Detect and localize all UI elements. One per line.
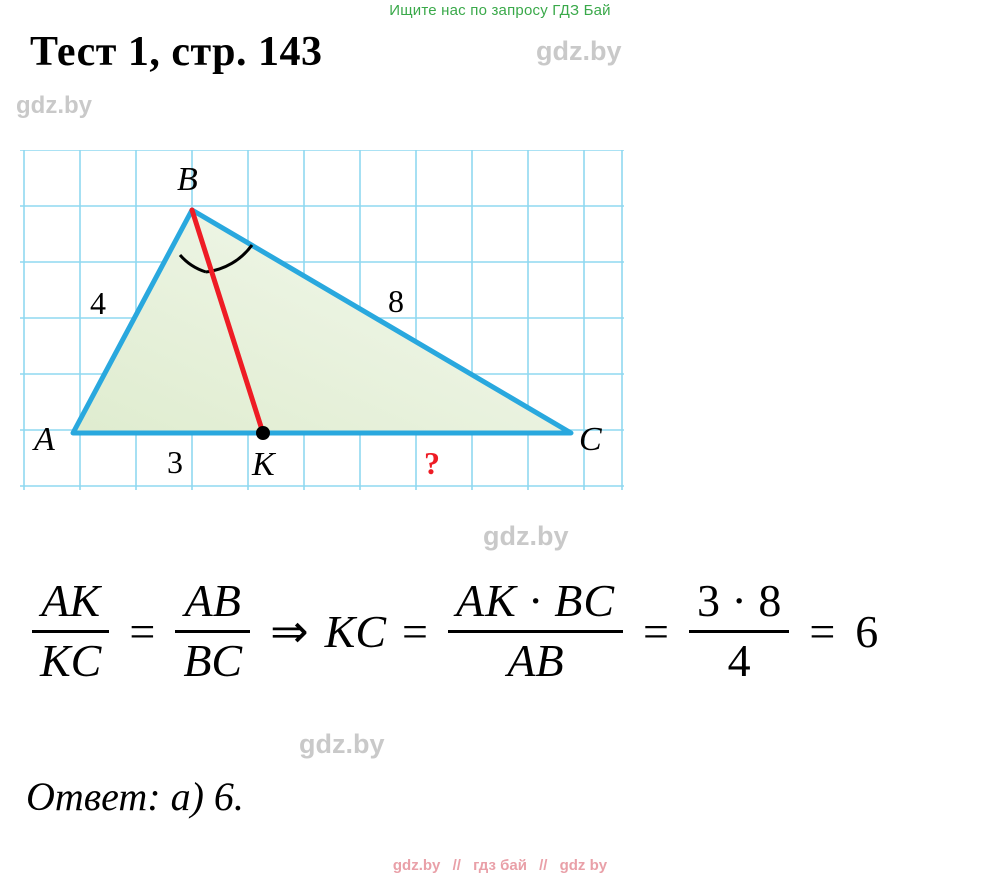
equals-sign: = bbox=[402, 605, 428, 657]
page-title: Тест 1, стр. 143 bbox=[30, 29, 323, 75]
equals-sign: = bbox=[643, 605, 669, 657]
bottom-promo-part: gdz.by bbox=[392, 857, 441, 874]
vertex-label-k: K bbox=[252, 446, 275, 483]
fraction-denominator: KC bbox=[32, 630, 109, 685]
bottom-promo-part: гдз бай bbox=[473, 857, 527, 874]
side-label-ab: 4 bbox=[90, 285, 106, 321]
side-label-bc: 8 bbox=[388, 283, 404, 319]
fraction-akbc-ab bbox=[448, 577, 623, 685]
vertex-label-a: A bbox=[34, 421, 55, 458]
answer-line: Ответ: а) 6. bbox=[26, 774, 244, 819]
fraction-numerator: AK bbox=[41, 575, 101, 627]
bottom-promo-part: gdz by bbox=[559, 857, 608, 874]
vertex-label-c: C bbox=[579, 421, 602, 458]
fraction-denominator: AB bbox=[448, 630, 623, 685]
triangle-shape bbox=[73, 210, 571, 433]
vertex-label-b: B bbox=[177, 161, 198, 198]
point-k-dot bbox=[256, 426, 270, 440]
fraction-numerator: AK · BC bbox=[455, 575, 616, 627]
fraction-numerator: AB bbox=[184, 575, 241, 627]
equals-sign: = bbox=[129, 605, 156, 657]
bottom-promo bbox=[0, 857, 1000, 874]
watermark: gdz.by bbox=[483, 521, 569, 551]
bottom-promo-separator: // bbox=[539, 857, 548, 874]
geometry-figure bbox=[20, 150, 624, 490]
watermark: gdz.by bbox=[536, 36, 622, 66]
formula-result: 6 bbox=[855, 605, 879, 657]
fraction-ab-bc bbox=[175, 577, 250, 685]
bottom-promo-separator: // bbox=[452, 857, 461, 874]
fraction-numerator: 3 · 8 bbox=[697, 575, 782, 627]
top-promo-text: Ищите нас по запросу ГДЗ Бай bbox=[389, 2, 611, 19]
term-kc: KC bbox=[324, 605, 387, 657]
watermark: gdz.by bbox=[16, 92, 92, 119]
formula-line bbox=[22, 556, 982, 706]
fraction-denominator: BC bbox=[175, 630, 250, 685]
side-label-kc: ? bbox=[424, 445, 440, 481]
fraction-numbers bbox=[689, 577, 789, 685]
watermark: gdz.by bbox=[299, 729, 385, 759]
side-label-ak: 3 bbox=[167, 444, 183, 480]
equals-sign: = bbox=[809, 605, 836, 657]
implies-sign: ⇒ bbox=[270, 606, 309, 657]
fraction-denominator: 4 bbox=[689, 630, 789, 685]
fraction-ak-kc bbox=[32, 577, 109, 685]
